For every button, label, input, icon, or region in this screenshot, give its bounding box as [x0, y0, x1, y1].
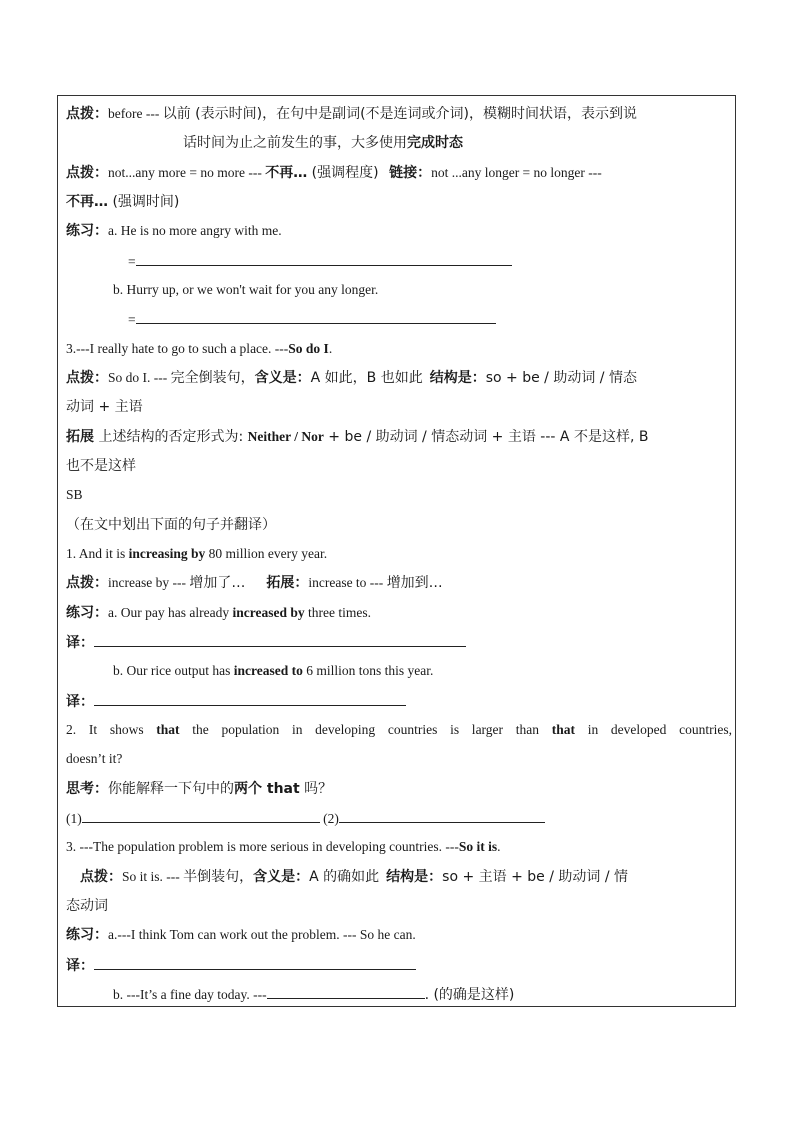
line-2: 话时间为止之前发生的事，大多使用完成时态: [183, 135, 463, 151]
line-8: =: [128, 309, 732, 331]
line-10: 点拨：So do I. --- 完全倒装句，含义是：A 如此，B 也如此 结构是：so + be / 助动词 / 情态: [66, 370, 637, 386]
line-3: 点拨：not...any more = no more --- 不再… (强调程度) 链接：not ...any longer = no longer ---: [66, 165, 602, 181]
heading-dianbo: 点拨：: [66, 106, 108, 122]
line-28: 态动词: [66, 898, 108, 914]
line-12: 拓展 上述结构的否定形式为: Neither / Nor + be / 助动词 / 情态动词 + 主语 --- A 不是这样, B: [66, 429, 649, 445]
line-20: b. Our rice output has increased to 6 million tons this year.: [113, 663, 434, 678]
answer-blank-2[interactable]: [339, 808, 545, 823]
translation-blank[interactable]: [94, 691, 406, 706]
answer-blank[interactable]: [136, 309, 496, 324]
line-31: b. ---It’s a fine day today. --- . (的确是这样): [113, 984, 732, 1006]
answer-blank[interactable]: [267, 984, 425, 999]
line-13: 也不是这样: [66, 458, 136, 474]
line-17: 点拨：increase by --- 增加了… 拓展：increase to --- 增加到…: [66, 575, 443, 591]
line-5: 练习：a. He is no more angry with me.: [66, 223, 282, 239]
line-1: 点拨：before --- 以前 (表示时间)，在句中是副词(不是连词或介词)，模糊时间状语，表示到说: [66, 106, 638, 122]
line-11: 动词 + 主语: [66, 399, 143, 415]
answer-blank[interactable]: [136, 251, 512, 266]
translation-blank[interactable]: [94, 632, 466, 647]
line-7: b. Hurry up, or we won't wait for you any longer.: [113, 282, 379, 297]
translation-blank[interactable]: [94, 955, 416, 970]
line-6: =: [128, 251, 732, 273]
line-23: doesn’t it?: [66, 751, 123, 766]
line-19: 译：: [66, 632, 732, 654]
line-30: 译：: [66, 955, 732, 977]
line-14: SB: [66, 487, 83, 502]
answer-blank-1[interactable]: [82, 808, 320, 823]
line-24: 思考：你能解释一下句中的两个 that 吗？: [66, 781, 333, 797]
line-22: 2. It shows that the population in developing countries is larger than that in developed countries,: [66, 722, 732, 737]
line-25: (1) (2): [66, 808, 732, 830]
line-18: 练习：a. Our pay has already increased by three times.: [66, 605, 371, 621]
line-16: 1. And it is increasing by 80 million every year.: [66, 546, 328, 561]
line-21: 译：: [66, 691, 732, 713]
line-9: 3.---I really hate to go to such a place. ---So do I.: [66, 341, 333, 356]
line-29: 练习：a.---I think Tom can work out the problem. --- So he can.: [66, 927, 416, 943]
line-27: 点拨：So it is. --- 半倒装句，含义是：A 的确如此 结构是：so + 主语 + be / 助动词 / 情: [80, 869, 629, 885]
line-4: 不再… (强调时间): [66, 194, 180, 210]
line-15: （在文中划出下面的句子并翻译）: [66, 517, 276, 533]
line-26: 3. ---The population problem is more serious in developing countries. ---So it is.: [66, 839, 501, 854]
